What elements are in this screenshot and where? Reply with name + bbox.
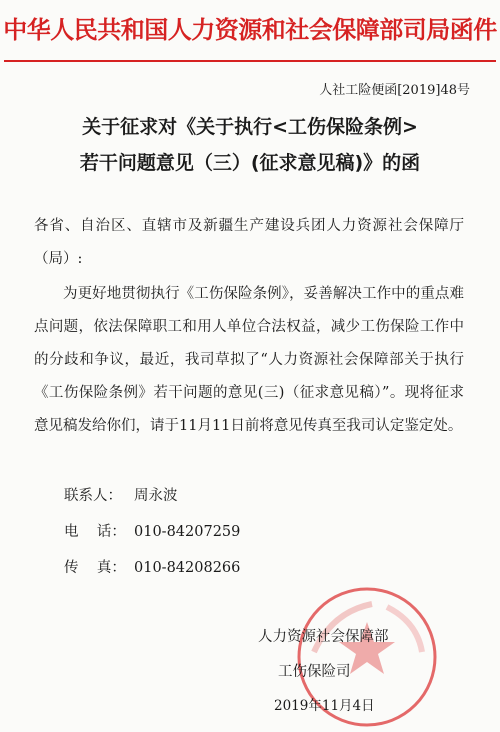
contact-person-row <box>64 484 178 505</box>
signature-organization: 人力资源社会保障部 <box>258 629 389 645</box>
contact-phone-label: 电 话： <box>64 524 126 540</box>
contact-fax-value: 010-84208266 <box>134 560 241 576</box>
contact-fax-row <box>64 556 240 577</box>
letterhead-title: 中华人民共和国人力资源和社会保障部司局函件 <box>3 16 497 44</box>
signature-department: 工伤保险司 <box>278 664 351 680</box>
contact-fax-label: 传 真： <box>64 560 126 576</box>
document-number: 人社工险便函[2019]48号 <box>319 83 470 98</box>
letterhead-rule <box>4 60 496 62</box>
seal-arc-text-mark-2 <box>387 607 422 652</box>
body-paragraph: 为更好地贯彻执行《工伤保险条例》，妥善解决工作中的重点难点问题，依法保障职工和用人单位合法权益，减少工伤保险工作中的分歧和争议，最近，我司草拟了“人力资源社会保障部关于执行《工伤保险条例》若干问题的意见(三)（征求意见稿）”。现将征求意见稿发给你们，请于11月11日前将意见传真至我司认定鉴定处。 <box>34 286 464 434</box>
addressee: 各省、自治区、直辖市及新疆生产建设兵团人力资源社会保障厅（局）: <box>34 218 464 267</box>
contact-person-label: 联系人： <box>64 488 122 504</box>
document-title-line-2: 若干问题意见（三）(征求意见稿)》的函 <box>79 152 421 174</box>
contact-phone-value: 010-84207259 <box>134 524 241 540</box>
contact-phone-row <box>64 520 240 541</box>
document-title-line-1: 关于征求对《关于执行<工伤保险条例> <box>82 116 418 138</box>
contact-person-value: 周永波 <box>134 488 178 504</box>
signature-date: 2019年11月4日 <box>274 698 375 714</box>
